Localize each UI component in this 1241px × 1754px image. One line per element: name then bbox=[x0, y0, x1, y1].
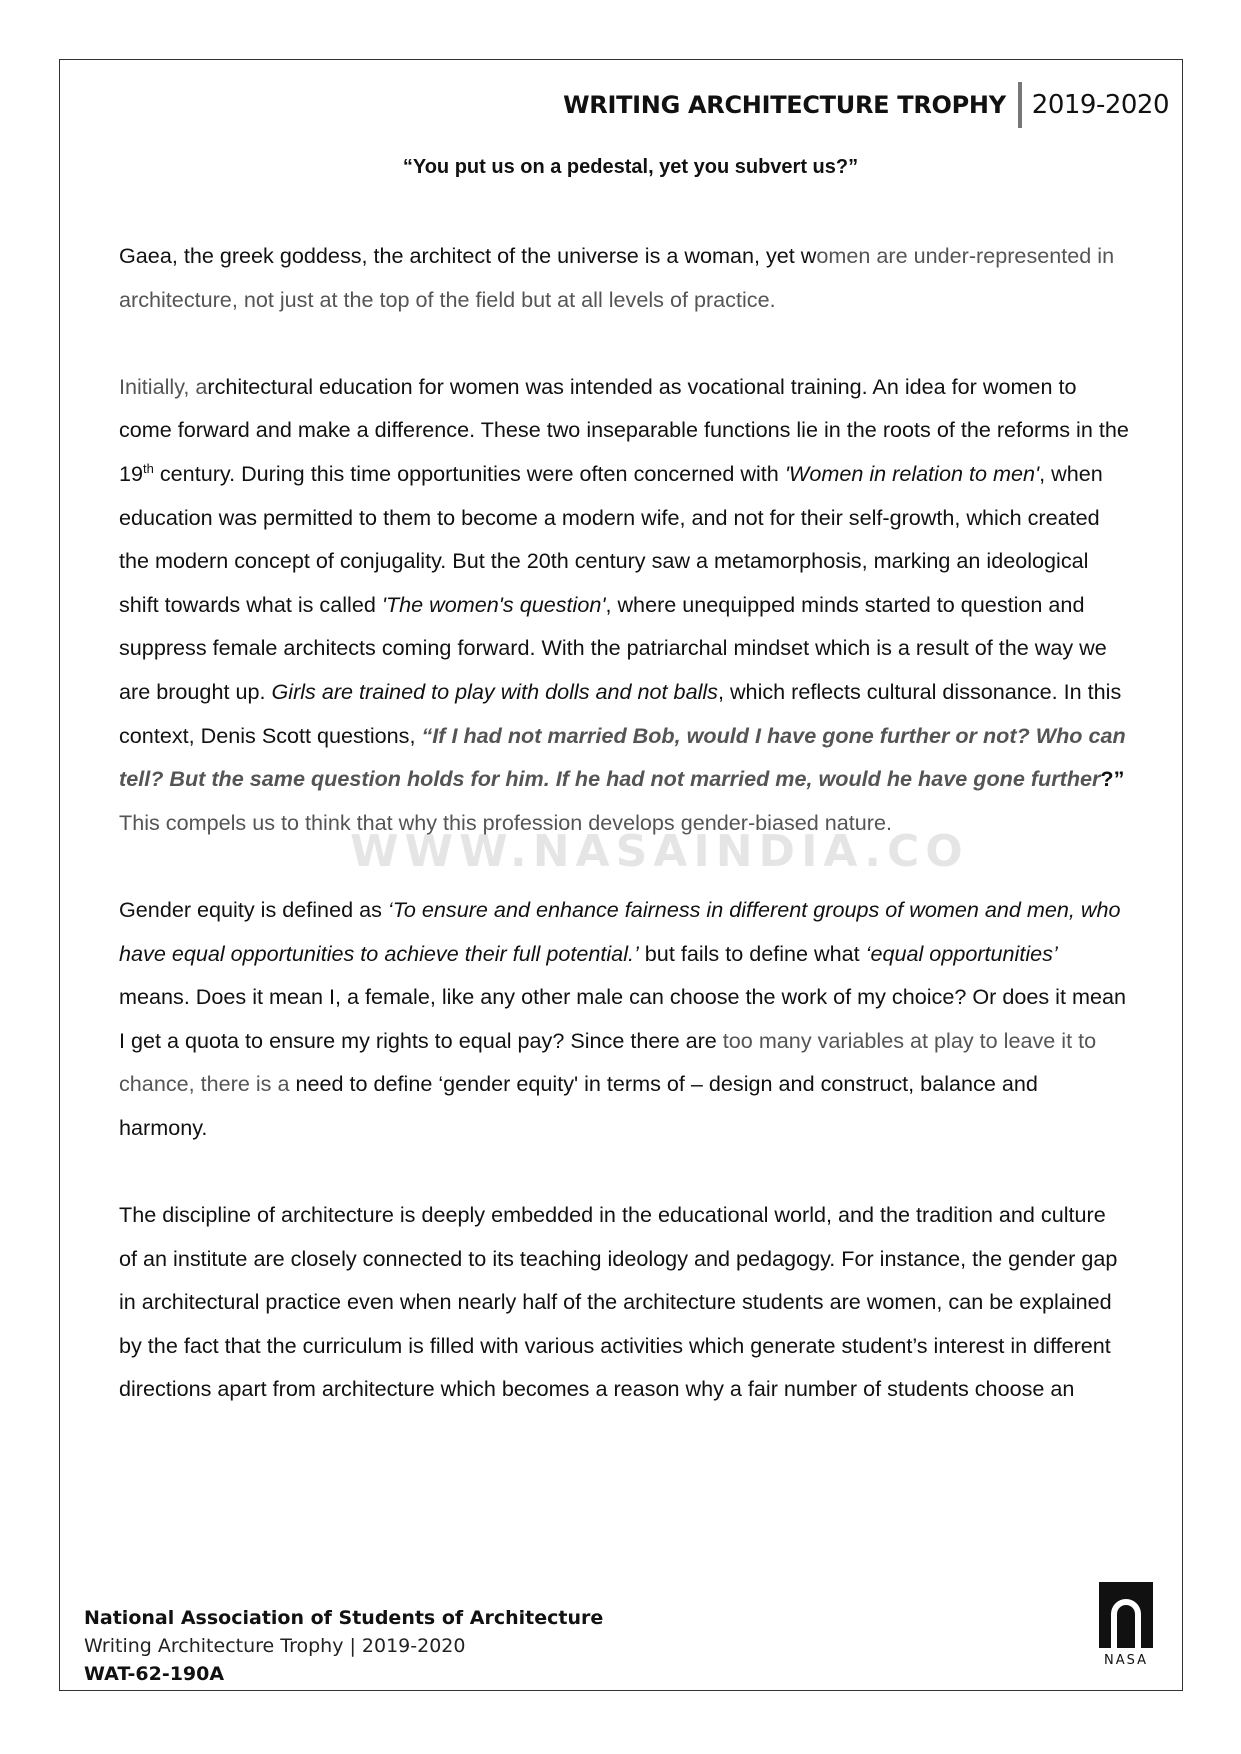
header-divider bbox=[1018, 82, 1022, 128]
paragraph-text: century. During this time opportunities were often concerned with bbox=[153, 460, 785, 486]
paragraph-text: Gender equity is defined as bbox=[119, 896, 388, 922]
nasa-arch-logo-icon bbox=[1097, 1580, 1155, 1666]
quote-end: ?” bbox=[1100, 766, 1125, 792]
footer-subtitle: Writing Architecture Trophy | 2019-2020 bbox=[84, 1635, 466, 1657]
paragraph-text: but fails to define what bbox=[638, 940, 866, 966]
essay-title-text: “You put us on a pedestal, yet you subvert us?” bbox=[402, 156, 859, 178]
header-year: 2019-2020 bbox=[1031, 90, 1169, 120]
quote-text: “If I had not married Bob, would I have gone further or not? Who can tell? But the same question holds for him. If he had not married me, would he have gone further bbox=[119, 722, 1126, 792]
paragraph-text: , where unequipped minds started to question and suppress female architects coming forward. With the patriarchal mindset which is a result of the way we are brought up. bbox=[119, 591, 1107, 704]
paragraph-4: The discipline of architecture is deeply embedded in the educational world, and the tradition and culture of an institute are closely connected to its teaching ideology and pedagogy. For instance, the gender gap in architectural practice even when nearly half of the architecture students are women, can be explained by the fact that the curriculum is filled with various activities which generate student’s interest in different directions apart from architecture which becomes a reason why a fair number of students choose an bbox=[119, 1202, 1118, 1402]
paragraph-2 bbox=[119, 365, 1129, 845]
italic-phrase: Girls are trained to play with dolls and not balls bbox=[271, 678, 718, 704]
italic-phrase: ‘To ensure and enhance fairness in different groups of women and men, who have equal opportunities to achieve their full potential.’ bbox=[119, 896, 1121, 966]
watermark: WWW.NASAINDIA.CO bbox=[350, 826, 969, 877]
logo-text: NASA bbox=[1103, 1653, 1149, 1666]
paragraph-text: omen are under-represented in architecture, not just at the top of the field but at all levels of practice. bbox=[119, 243, 1115, 312]
paragraph-text: , when education was permitted to them to become a modern wife, and not for their self-growth, which created the modern concept of conjugality. But the 20th century saw a metamorphosis, marking an ideological shift towards what is called bbox=[119, 460, 1103, 617]
footer-entry-code: WAT-62-190A bbox=[84, 1663, 225, 1685]
essay-title bbox=[0, 156, 1241, 179]
italic-phrase: 'Women in relation to men' bbox=[784, 460, 1040, 486]
paragraph-text: means. Does it mean I, a female, like any other male can choose the work of my choice? Or does it mean I get a quota to ensure my rights to equal pay? Since there are bbox=[119, 984, 1126, 1053]
superscript: th bbox=[143, 460, 154, 476]
italic-phrase: ‘equal opportunities’ bbox=[865, 940, 1058, 966]
essay-body bbox=[119, 234, 1129, 1455]
footer-organization: National Association of Students of Architecture bbox=[84, 1607, 604, 1629]
page-footer bbox=[84, 1604, 603, 1688]
paragraph-text: , which reflects cultural dissonance. In this context, Denis Scott questions, bbox=[119, 678, 1122, 748]
paragraph-text: rchitectural education for women was intended as vocational training. An idea for women to come forward and make a difference. These two inseparable functions lie in the roots of the reforms in the 19 bbox=[119, 373, 1129, 486]
italic-phrase: 'The women's question' bbox=[381, 591, 606, 617]
page-header bbox=[563, 82, 1169, 128]
paragraph-text: Gaea, the greek goddess, the architect of the universe is a woman, yet w bbox=[119, 243, 817, 268]
paragraph-3 bbox=[119, 888, 1129, 1150]
paragraph-text: too many variables at play to leave it to chance, there is a bbox=[119, 1027, 1097, 1097]
paragraph-text: This compels us to think that why this profession develops gender-biased nature. bbox=[119, 809, 892, 835]
paragraph-text: need to define ‘gender equity' in terms of – design and construct, balance and harmony. bbox=[119, 1071, 1038, 1140]
paragraph-text: Initially, a bbox=[119, 373, 208, 399]
header-trophy-title: WRITING ARCHITECTURE TROPHY bbox=[563, 91, 1006, 119]
paragraph-1 bbox=[119, 234, 1129, 321]
